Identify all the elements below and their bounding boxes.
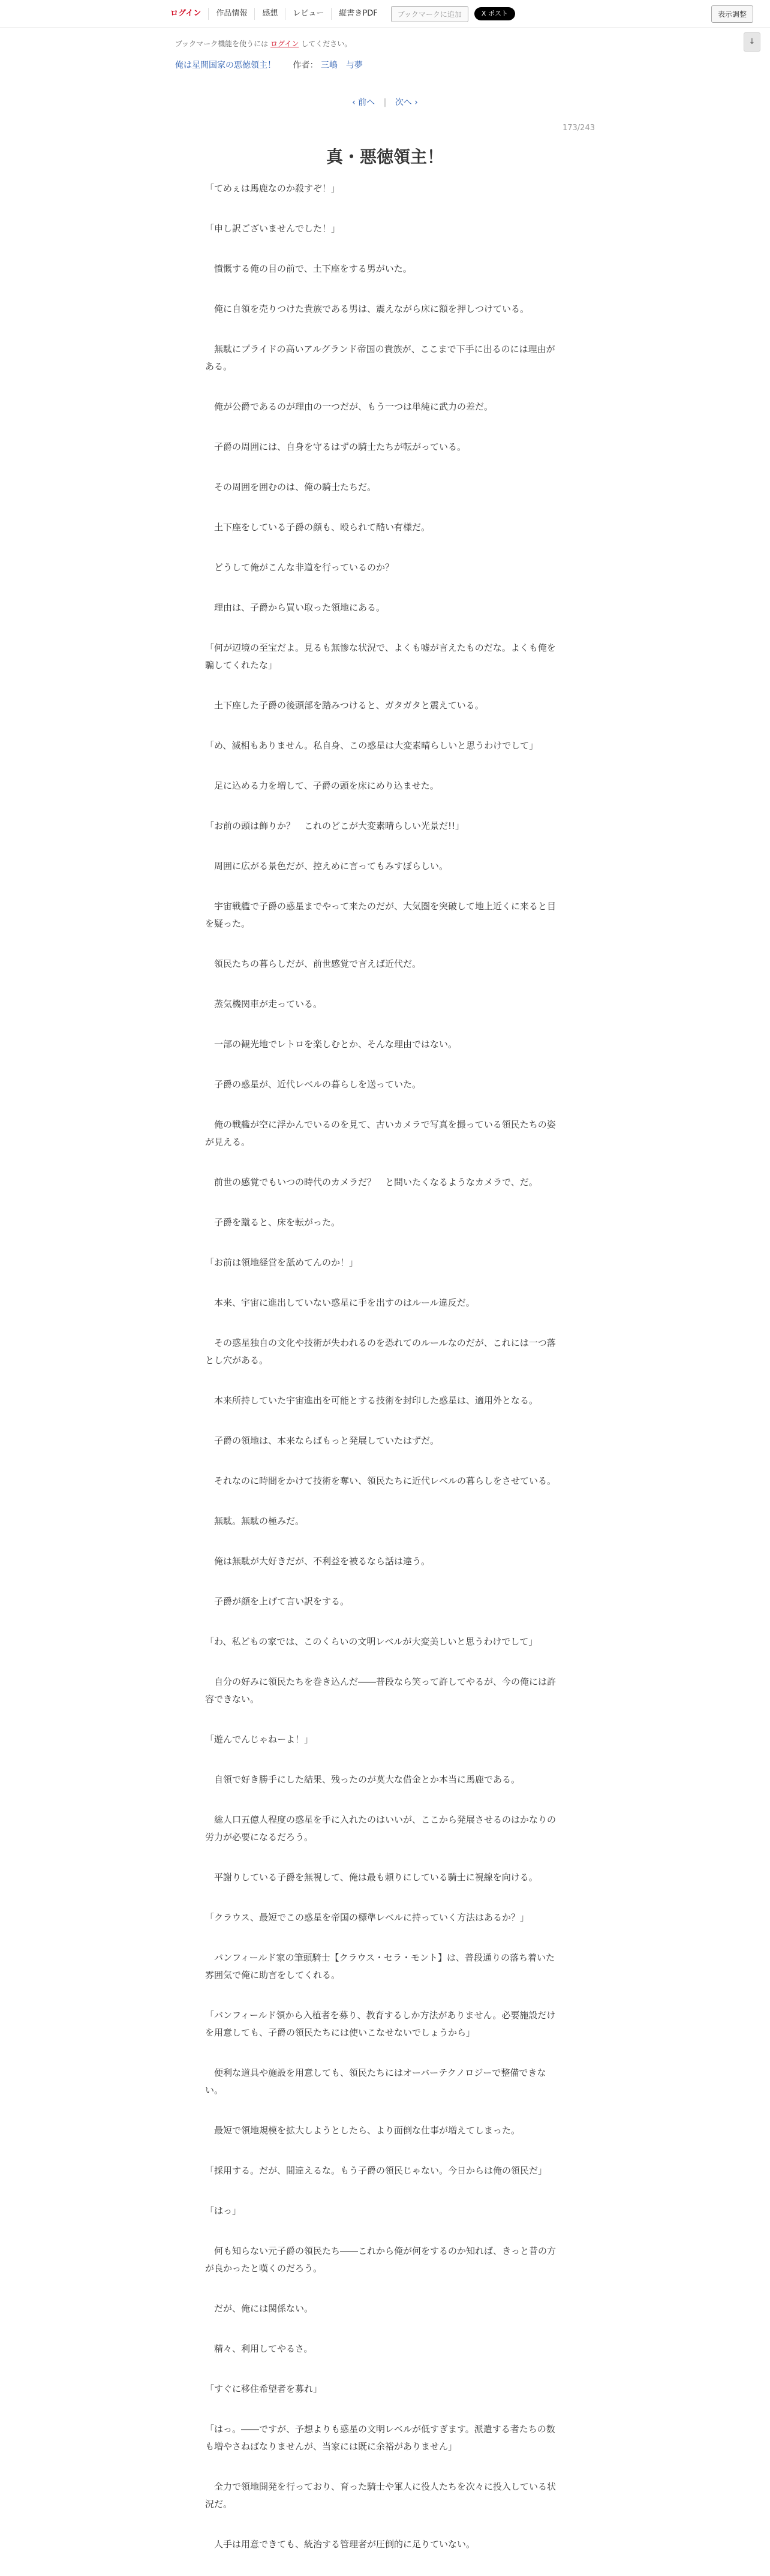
body-paragraph: 「お前の頭は飾りか？ これのどこが大変素晴らしい光景だ!!」	[205, 820, 465, 831]
body-paragraph: どうして俺がこんな非道を行っているのか？	[205, 562, 395, 573]
body-paragraph: その周囲を囲むのは、俺の騎士たちだ。	[205, 482, 377, 492]
notice-suffix: してください。	[301, 40, 352, 48]
body-paragraph: 「お前は領地経営を舐めてんのか！」	[205, 1257, 359, 1268]
body-paragraph: 土下座をしている子爵の顔も、殴られて酷い有様だ。	[205, 522, 431, 533]
body-paragraph: 平謝りしている子爵を無視して、俺は最も頼りにしている騎士に視線を向ける。	[205, 1872, 538, 1883]
body-paragraph: 最短で領地規模を拡大しようとしたら、より面倒な仕事が増えてしまった。	[205, 2125, 521, 2136]
body-paragraph: 全力で領地開発を行っており、育った騎士や軍人に役人たちを次々に投入している状況だ。	[205, 2481, 557, 2509]
body-paragraph: 本来、宇宙に進出していない惑星に手を出すのはルール違反だ。	[205, 1297, 475, 1308]
body-paragraph: 無駄にプライドの高いアルグランド帝国の貴族が、ここまで下手に出るのには理由がある。	[205, 344, 555, 372]
prev-page-link[interactable]: ‹ 前へ	[352, 98, 375, 107]
body-paragraph: 「遊んでんじゃねーよ！」	[205, 1734, 314, 1745]
pager-separator: |	[383, 98, 387, 107]
add-bookmark-button[interactable]: ブックマークに追加	[391, 6, 468, 22]
body-paragraph: 「わ、私どもの家では、このくらいの文明レベルが大変美しいと思うわけでして」	[205, 1636, 538, 1647]
chapter-title: 真・悪徳領主！	[326, 147, 444, 167]
novel-title-link[interactable]: 俺は星間国家の悪徳領主！	[175, 61, 276, 70]
body-paragraph: 周囲に広がる景色だが、控えめに言ってもみすぼらしい。	[205, 861, 449, 871]
chapter-body	[205, 180, 560, 2576]
body-paragraph: 子爵が顔を上げて言い訳をする。	[205, 1596, 350, 1607]
body-paragraph: 便利な道具や施設を用意しても、領民たちにはオーバーテクノロジーで整備できない。	[205, 2067, 546, 2096]
author-link[interactable]: 三嶋 与夢	[320, 61, 363, 70]
body-paragraph: 俺に自領を売りつけた貴族である男は、震えながら床に額を押しつけている。	[205, 303, 530, 314]
nav-work-info[interactable]: 作品情報	[208, 8, 254, 20]
top-navigation-bar	[0, 0, 770, 28]
body-paragraph: 総人口五億人程度の惑星を手に入れたのはいいが、ここから発展させるのはかなりの労力が必要になるだろう。	[205, 1814, 557, 1842]
nav-reviews[interactable]: レビュー	[285, 8, 331, 20]
nav-impressions[interactable]: 感想	[254, 8, 285, 20]
body-paragraph: それなのに時間をかけて技術を奪い、領民たちに近代レベルの暮らしをさせている。	[205, 1475, 557, 1486]
x-post-button[interactable]: X ポスト	[474, 7, 515, 20]
body-paragraph: 子爵の惑星が、近代レベルの暮らしを送っていた。	[205, 1079, 422, 1090]
body-paragraph: 「はっ。――ですが、予想よりも惑星の文明レベルが低すぎます。派遣する者たちの数も増やさねばなりませんが、当家には既に余裕がありません」	[205, 2424, 555, 2452]
body-paragraph: 「申し訳ございませんでした！」	[205, 223, 341, 234]
pager	[0, 96, 770, 108]
body-paragraph: 自領で好き勝手にした結果、残ったのが莫大な借金とか本当に馬鹿である。	[205, 1774, 521, 1785]
body-paragraph: 「てめぇは馬鹿なのか殺すぞ！」	[205, 183, 340, 194]
body-paragraph: 子爵を蹴ると、床を転がった。	[205, 1217, 341, 1228]
body-paragraph: 憤慨する俺の目の前で、土下座をする男がいた。	[205, 263, 412, 274]
body-paragraph: 俺の戦艦が空に浮かんでいるのを見て、古いカメラで写真を撮っている領民たちの姿が見える。	[205, 1119, 556, 1147]
body-paragraph: 「すぐに移住希望者を募れ」	[205, 2383, 323, 2394]
display-settings-button[interactable]: 表示調整	[711, 5, 753, 23]
body-paragraph: 自分の好みに領民たちを巻き込んだ――普段なら笑って許してやるが、今の俺には許容できない。	[205, 1676, 557, 1705]
body-paragraph: 俺は無駄が大好きだが、不利益を被るなら話は違う。	[205, 1556, 431, 1567]
body-paragraph: 「採用する。だが、間違えるな。もう子爵の領民じゃない。今日からは俺の領民だ」	[205, 2165, 548, 2176]
scroll-down-icon[interactable]: ↓	[744, 32, 760, 52]
nav-vertical-pdf[interactable]: 縦書きPDF	[331, 8, 384, 20]
bookmark-login-notice	[175, 38, 351, 49]
body-paragraph: 「め、滅相もありません。私自身、この惑星は大変素晴らしいと思うわけでして」	[205, 740, 539, 751]
body-paragraph: 人手は用意できても、統治する管理者が圧倒的に足りていない。	[205, 2539, 476, 2550]
body-paragraph: 無駄。無駄の極みだ。	[205, 1516, 305, 1526]
body-paragraph: 理由は、子爵から買い取った領地にある。	[205, 602, 386, 613]
body-paragraph: 「はっ」	[205, 2205, 242, 2216]
body-paragraph: その惑星独自の文化や技術が失われるのを恐れてのルールなのだが、これには一つ落とし穴がある。	[205, 1337, 556, 1366]
body-paragraph: 足に込める力を増して、子爵の頭を床にめり込ませた。	[205, 780, 439, 791]
novel-info	[175, 59, 363, 71]
body-paragraph: 宇宙戦艦で子爵の惑星までやって来たのだが、大気圏を突破して地上近くに来ると目を疑った。	[205, 901, 557, 929]
body-paragraph: 領民たちの暮らしだが、前世感覚で言えば近代だ。	[205, 958, 422, 969]
body-paragraph: 子爵の領地は、本来ならばもっと発展していたはずだ。	[205, 1435, 440, 1446]
body-paragraph: 本来所持していた宇宙進出を可能とする技術を封印した惑星は、適用外となる。	[205, 1395, 539, 1406]
body-paragraph: 前世の感覚でもいつの時代のカメラだ？ と問いたくなるようなカメラで、だ。	[205, 1177, 538, 1188]
body-paragraph: 俺が公爵であるのが理由の一つだが、もう一つは単純に武力の差だ。	[205, 401, 494, 412]
body-paragraph: 何も知らない元子爵の領民たち――これから俺が何をするのか知れば、きっと昔の方が良かったと嘆くのだろう。	[205, 2246, 557, 2274]
notice-login-link[interactable]: ログイン	[270, 40, 299, 48]
page-count: 173/243	[562, 124, 595, 133]
body-paragraph: 「クラウス、最短でこの惑星を帝国の標準レベルに持っていく方法はあるか？」	[205, 1912, 530, 1923]
notice-prefix: ブックマーク機能を使うには	[175, 40, 269, 48]
body-paragraph: 「何が辺境の至宝だよ。見るも無惨な状況で、よくも嘘が言えたものだな。よくも俺を騙してくれたな」	[205, 642, 556, 671]
author-label: 作者：	[293, 61, 318, 70]
body-paragraph: 一部の観光地でレトロを楽しむとか、そんな理由ではない。	[205, 1039, 458, 1050]
body-paragraph: 蒸気機関車が走っている。	[205, 999, 323, 1009]
body-paragraph: 精々、利用してやるさ。	[205, 2343, 313, 2354]
body-paragraph: 子爵の周囲には、自身を守るはずの騎士たちが転がっている。	[205, 441, 467, 452]
login-link[interactable]: ログイン	[170, 9, 201, 18]
body-paragraph: バンフィールド家の筆頭騎士【クラウス・セラ・モント】は、普段通りの落ち着いた雰囲気で俺に助言をしてくれる。	[205, 1952, 555, 1980]
body-paragraph: 「バンフィールド領から入植者を募り、教育するしか方法がありません。必要施設だけを用意しても、子爵の領民たちには使いこなせないでしょうから」	[205, 2010, 556, 2038]
top-nav	[163, 0, 515, 28]
body-paragraph: 土下座した子爵の後頭部を踏みつけると、ガタガタと震えている。	[205, 700, 484, 711]
next-page-link[interactable]: 次へ ›	[395, 98, 418, 107]
body-paragraph: だが、俺には関係ない。	[205, 2303, 314, 2314]
